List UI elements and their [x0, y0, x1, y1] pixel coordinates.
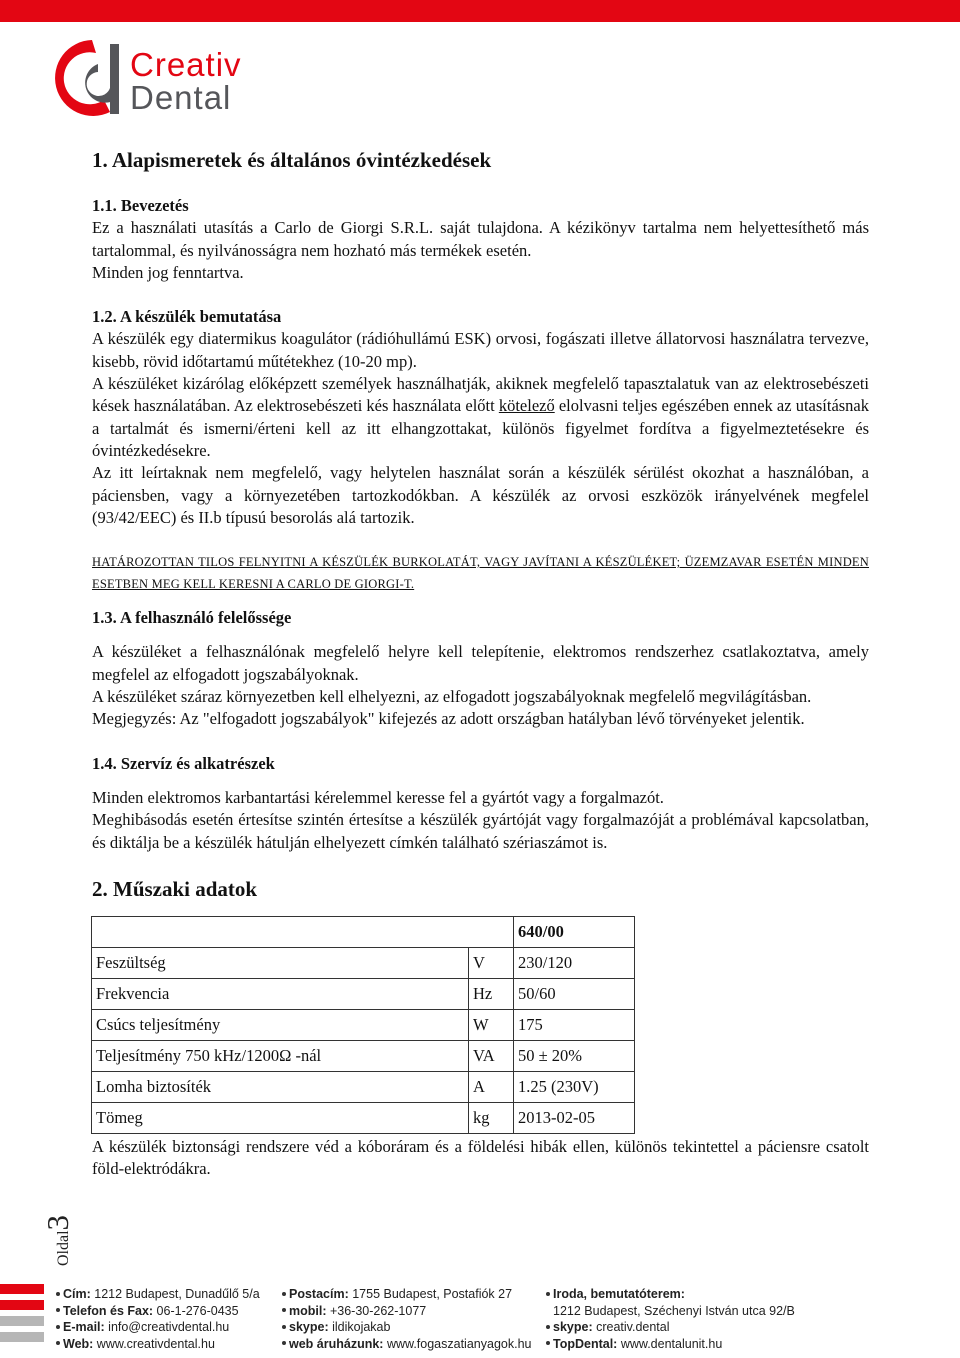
footer-item-label: skype: — [553, 1320, 593, 1334]
section-1-1-body2: Minden jog fenntartva. — [92, 262, 244, 282]
bullet-icon — [56, 1308, 60, 1312]
spec-unit-cell: A — [469, 1071, 514, 1102]
section-1-3-heading: 1.3. A felhasználó felelőssége — [92, 608, 292, 628]
section-1-2-p2 — [92, 373, 869, 462]
spec-row — [92, 1009, 635, 1040]
spec-header-row — [92, 916, 635, 947]
footer-item-value: 1755 Budapest, Postafiók 27 — [348, 1287, 513, 1301]
warning-notice: HATÁROZOTTAN TILOS FELNYITNI A KÉSZÜLÉK BURKOLATÁT, VAGY JAVÍTANI A KÉSZÜLÉKET; ÜZEMZAVAR ESETÉN MINDEN ESETBEN MEG KELL KERESNI A CARLO DE GIORGI-T. — [92, 555, 869, 592]
footer-item-label: Telefon és Fax: — [63, 1303, 154, 1318]
spec-value-cell: 1.25 (230V) — [514, 1071, 635, 1102]
footer-item — [282, 1319, 531, 1336]
footer-item-value: creativ.dental — [592, 1320, 670, 1334]
logo-mark-icon — [52, 36, 132, 120]
footer-item-label: skype: — [289, 1320, 329, 1334]
footer-item — [282, 1336, 531, 1353]
section-1-1-body: Ez a használati utasítás a Carlo de Giorgi S.R.L. saját tulajdona. A kézikönyv tartalma nem helyettesíthető más tartalommal, és nyilvánosságra nem hozható más termékek esetén. — [92, 218, 869, 260]
footer-item-value: info@creativdental.hu — [104, 1320, 230, 1334]
spec-name-cell: Teljesítmény 750 kHz/1200Ω -nál — [92, 1040, 469, 1071]
footer-item — [56, 1336, 260, 1353]
spec-value-cell: 50 ± 20% — [514, 1040, 635, 1071]
section-1-2-p2-part-b: elolvasni teljes egészében ennek az utasításnak a tartalmát és ismerni/érteni kell az itt elhangzottakat, különös figyelmet fordítva a figyelmeztetésekre és óvintézkedésekre. — [92, 396, 870, 460]
footer-item-label: Postacím: — [289, 1287, 349, 1301]
section-1-4-p1: Minden elektromos karbantartási kérelemmel keresse fel a gyártót vagy a forgalmazót. — [92, 787, 664, 807]
section-2-note: A készülék biztonsági rendszere véd a kóboráram és a földelési hibák ellen, különös tekintettel a páciensre csatolt föld-elektródákra. — [92, 1136, 869, 1179]
footer-item — [282, 1286, 531, 1303]
logo-word-creativ: Creativ — [130, 46, 242, 83]
bullet-icon — [56, 1325, 60, 1329]
spec-value-cell: 175 — [514, 1009, 635, 1040]
footer-item-value: +36-30-262-1077 — [326, 1303, 427, 1318]
bullet-icon — [282, 1341, 286, 1345]
spec-row — [92, 947, 635, 978]
creativ-dental-logo — [52, 36, 262, 120]
footer-item-value: ildikojakab — [328, 1320, 391, 1334]
spec-name-cell: Lomha biztosíték — [92, 1071, 469, 1102]
bullet-icon — [56, 1292, 60, 1296]
page-number-value: 3 — [40, 1214, 75, 1231]
section-1-2-p1: A készülék egy diatermikus koagulátor (rádióhullámú ESK) orvosi, fogászati illetve állatorvosi használatra tervezve, kisebb, rövid időtartamú műtétekhez (10-20 mp). — [92, 329, 869, 371]
footer-item-value: www.fogaszatianyagok.hu — [383, 1336, 532, 1351]
section-1-1-heading: 1.1. Bevezetés — [92, 196, 189, 215]
spec-value-cell: 50/60 — [514, 978, 635, 1009]
spec-row — [92, 1071, 635, 1102]
spec-value-cell: 2013-02-05 — [514, 1102, 635, 1133]
footer-item-label: mobil: — [289, 1303, 327, 1318]
section-1-2-p2-part-a: A készüléket kizárólag előképzett személyek használhatják, akiknek megfelelő tapasztalatuk van az elektrosebészeti kések használatában. Az elektrosebészeti kés használata előtt — [92, 374, 869, 416]
footer-item-label: TopDental: — [553, 1336, 618, 1351]
bullet-icon — [282, 1292, 286, 1296]
section-1-2-heading: 1.2. A készülék bemutatása — [92, 307, 282, 327]
footer-postal-column — [282, 1286, 531, 1352]
footer-item-value: www.dentalunit.hu — [617, 1336, 723, 1351]
spec-value-cell: 230/120 — [514, 947, 635, 978]
spec-unit-cell: W — [469, 1009, 514, 1040]
footer-item-label: E-mail: — [63, 1320, 105, 1334]
footer-item-label: Cím: — [63, 1287, 91, 1301]
footer-item — [56, 1303, 260, 1320]
footer-item — [546, 1319, 795, 1336]
bullet-icon — [546, 1341, 550, 1345]
footer-item — [56, 1319, 260, 1336]
spec-name-cell: Tömeg — [92, 1102, 469, 1133]
section-1-2-p3: Az itt leírtaknak nem megfelelő, vagy helytelen használat során a készülék sérülést okozhat a használóban, a páciensben, vagy a környezetében tartozkodókban. A készülék az orvosi eszközök irányelvének megfelel (93/42/EEC) és II.b típusú besorolás alá tartozik. — [92, 463, 869, 527]
bullet-icon — [546, 1325, 550, 1329]
spec-name-cell: Frekvencia — [92, 978, 469, 1009]
footer-stripes — [0, 1284, 44, 1348]
spec-table — [91, 916, 635, 1134]
spec-unit-cell: Hz — [469, 978, 514, 1009]
spec-row — [92, 1102, 635, 1133]
bullet-icon — [56, 1341, 60, 1345]
spec-model-header: 640/00 — [514, 916, 635, 947]
spec-name-cell: Feszültség — [92, 947, 469, 978]
spec-name-cell: Csúcs teljesítmény — [92, 1009, 469, 1040]
bullet-icon — [282, 1308, 286, 1312]
footer-item-label: Web: — [63, 1336, 94, 1351]
document-body — [92, 147, 869, 1180]
spec-unit-cell: VA — [469, 1040, 514, 1071]
section-1-3-p3: Megjegyzés: Az "elfogadott jogszabályok" kifejezés az adott országban hatályban lévő törvényeket jelentik. — [92, 709, 805, 729]
footer-item-label: web áruházunk: — [289, 1336, 384, 1351]
section-1-4-p2: Meghibásodás esetén értesítse szintén értesítse a készülék gyártóját vagy forgalmazóját a problémával kapcsolatban, és diktálja be a készülék hátulján elhelyezett címkén található szériaszámot is. — [92, 810, 869, 852]
section-1-3-p1: A készüléket a felhasználónak megfelelő helyre kell telepítenie, elektromos rendszerhez csatlakoztatva, amely megfelel az elfogadott jogszabályoknak. — [92, 642, 869, 684]
spec-row — [92, 1040, 635, 1071]
emphasis-mandatory: kötelező — [498, 396, 555, 416]
top-red-bar — [0, 0, 960, 22]
footer-item — [546, 1336, 795, 1353]
spec-unit-cell: kg — [469, 1102, 514, 1133]
page-label: Oldal — [55, 1230, 72, 1266]
footer-item-value: 1212 Budapest, Dunadűlő 5/a — [90, 1287, 260, 1301]
spec-unit-cell: V — [469, 947, 514, 978]
footer-office-address: 1212 Budapest, Széchenyi István utca 92/B — [553, 1303, 795, 1318]
footer-office-column — [546, 1286, 795, 1352]
section-1-3-p2: A készüléket száraz környezetben kell elhelyezni, az elfogadott jogszabályoknak megfelelő megvilágításban. — [92, 687, 812, 707]
section-1-4-heading: 1.4. Szervíz és alkatrészek — [92, 753, 275, 773]
logo-word-dental: Dental — [130, 79, 232, 116]
footer-item — [56, 1286, 260, 1303]
footer-item-value: 06-1-276-0435 — [153, 1303, 239, 1318]
footer-item-value: www.creativdental.hu — [93, 1336, 215, 1351]
footer — [0, 1280, 960, 1358]
footer-item — [282, 1303, 531, 1320]
footer-contact-column — [56, 1286, 260, 1352]
page-number — [40, 1215, 76, 1266]
footer-office-heading: Iroda, bemutatóterem: — [553, 1287, 685, 1301]
bullet-icon — [282, 1325, 286, 1329]
spec-row — [92, 978, 635, 1009]
section-2-title: 2. Műszaki adatok — [92, 876, 258, 901]
section-1-title: 1. Alapismeretek és általános óvintézkedések — [92, 148, 492, 172]
